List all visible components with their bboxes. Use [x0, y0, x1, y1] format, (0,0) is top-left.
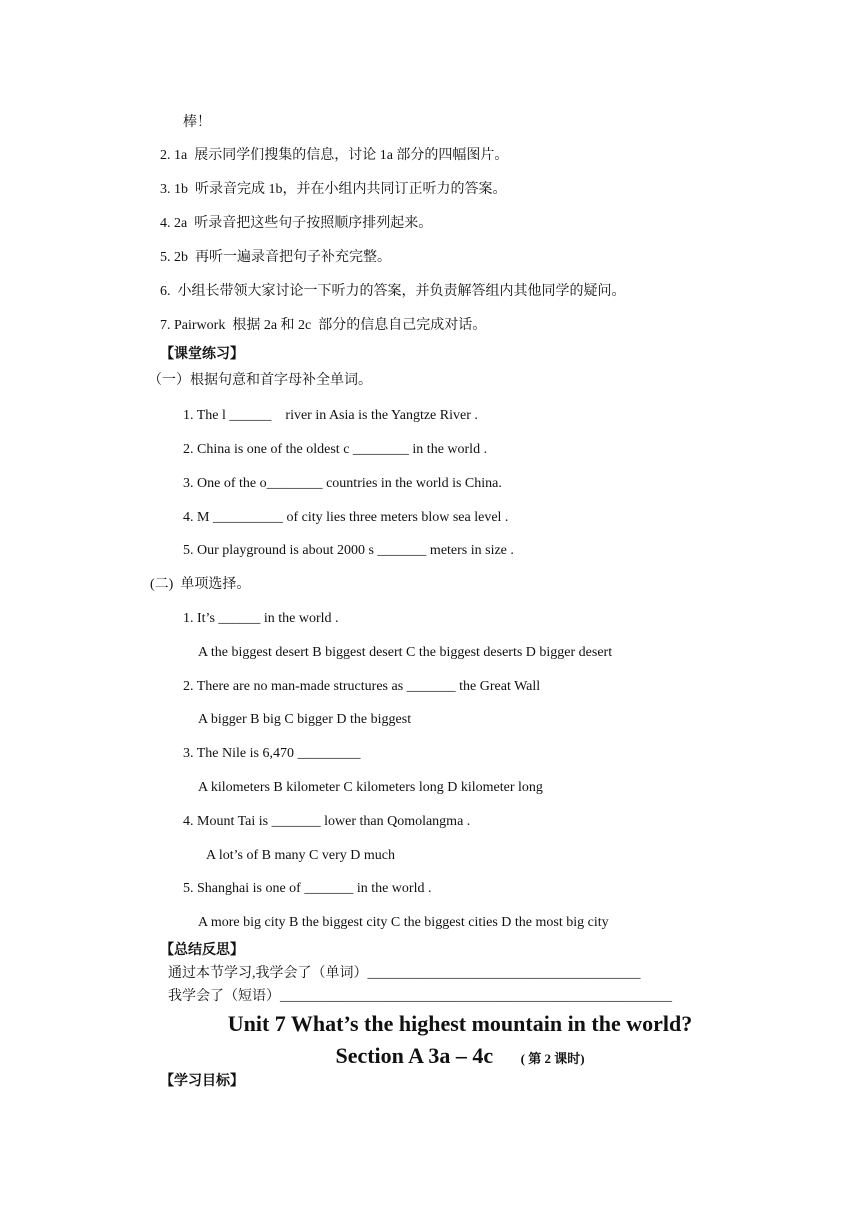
fill-blank-item: 2. China is one of the oldest c ________ in the world . [183, 442, 488, 457]
fill-blank-item: 3. One of the o________ countries in the world is China. [183, 476, 502, 491]
step-text: 7. Pairwork 根据 2a 和 2c 部分的信息自己完成对话。 [160, 318, 487, 333]
step-text: 6. 小组长带领大家讨论一下听力的答案，并负责解答组内其他同学的疑问。 [160, 284, 626, 299]
objectives-heading: 【学习目标】 [160, 1074, 244, 1089]
step-text: 棒！ [183, 115, 211, 130]
summary-heading: 【总结反思】 [160, 943, 244, 958]
choice-question: 1. It’s ______ in the world . [183, 611, 339, 626]
period-label: ( 第 2 课时) [520, 1051, 585, 1066]
step-text: 4. 2a 听录音把这些句子按照顺序排列起来。 [160, 216, 433, 231]
practice-heading: 【课堂练习】 [160, 347, 244, 362]
summary-words-line: 通过本节学习,我学会了（单词）_______________________________________ [168, 966, 641, 981]
part2-title: (二) 单项选择。 [150, 577, 251, 592]
choice-options: A lot’s of B many C very D much [206, 848, 395, 863]
choice-options: A bigger B big C bigger D the biggest [198, 712, 412, 727]
choice-options: A kilometers B kilometer C kilometers long D kilometer long [198, 780, 543, 795]
step-text: 3. 1b 听录音完成 1b，并在小组内共同订正听力的答案。 [160, 182, 507, 197]
fill-blank-item: 5. Our playground is about 2000 s _______ meters in size . [183, 543, 514, 558]
fill-blank-item: 1. The l ______ river in Asia is the Yangtze River . [183, 408, 478, 423]
summary-phrases-line: 我学会了（短语）________________________________________________________ [168, 989, 672, 1004]
choice-question: 5. Shanghai is one of _______ in the world . [183, 881, 432, 896]
unit-title: Unit 7 What’s the highest mountain in the world? [227, 1011, 693, 1036]
choice-question: 3. The Nile is 6,470 _________ [183, 746, 361, 761]
choice-options: A more big city B the biggest city C the biggest cities D the most big city [198, 915, 609, 930]
step-text: 5. 2b 再听一遍录音把句子补充完整。 [160, 250, 391, 265]
fill-blank-item: 4. M __________ of city lies three meters blow sea level . [183, 510, 509, 525]
section-label: Section A 3a – 4c [335, 1043, 494, 1068]
part1-title: （一）根据句意和首字母补全单词。 [148, 373, 372, 388]
choice-question: 2. There are no man-made structures as _______ the Great Wall [183, 679, 541, 694]
step-text: 2. 1a 展示同学们搜集的信息，讨论 1a 部分的四幅图片。 [160, 148, 509, 163]
choice-question: 4. Mount Tai is _______ lower than Qomolangma . [183, 814, 471, 829]
choice-options: A the biggest desert B biggest desert C the biggest deserts D bigger desert [198, 645, 613, 660]
section-title [0, 1042, 860, 1073]
